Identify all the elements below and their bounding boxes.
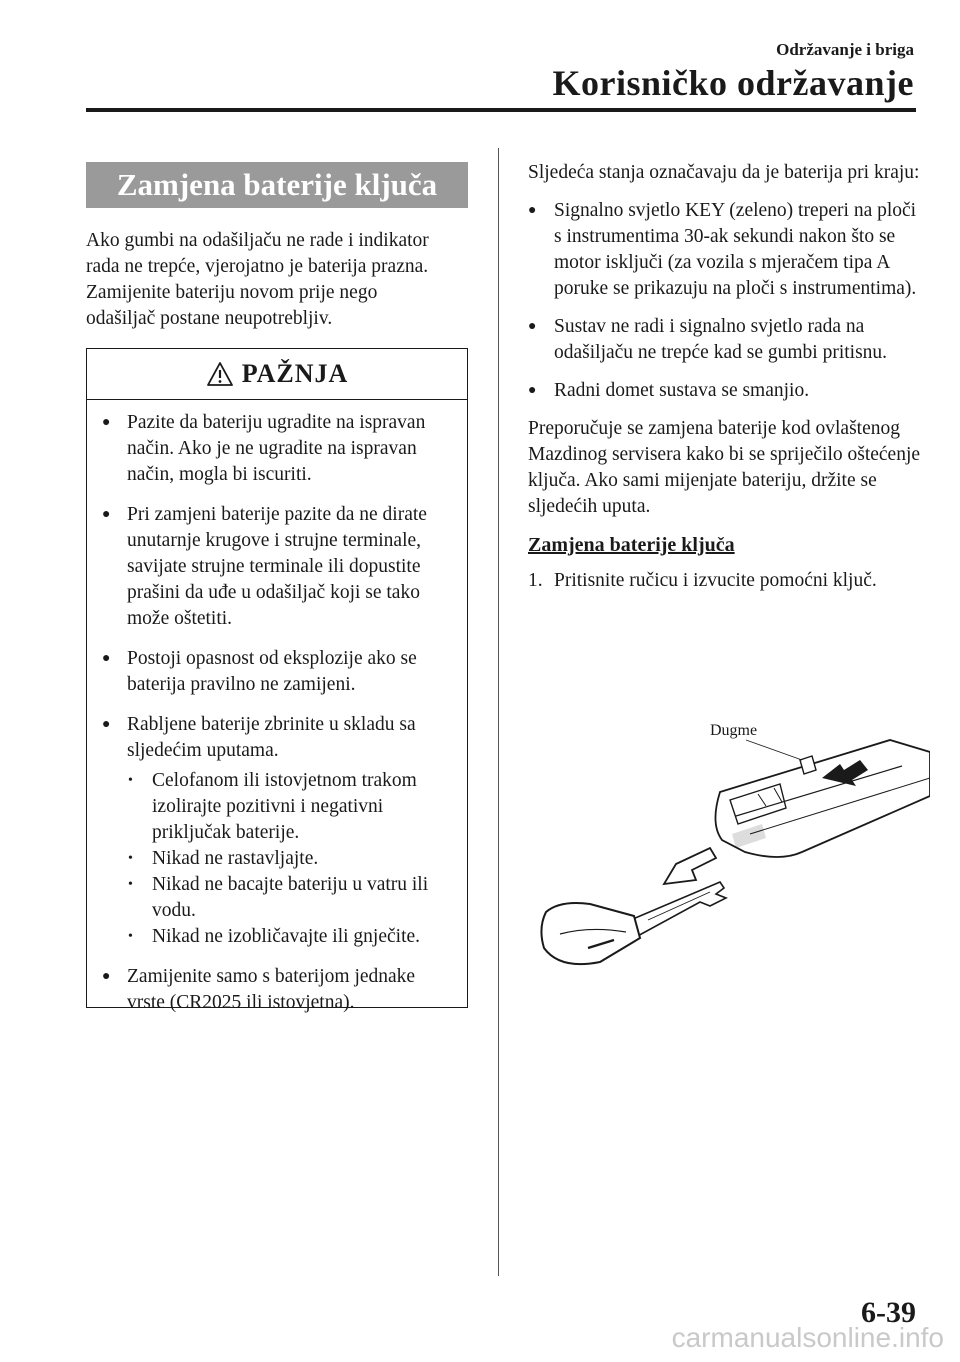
procedure-subheading: Zamjena baterije ključa xyxy=(528,534,735,556)
caution-subitem-text: Nikad ne rastavljajte. xyxy=(152,848,319,869)
caution-subitem xyxy=(128,846,451,872)
bullet-icon: ● xyxy=(102,717,111,732)
small-bullet-icon: • xyxy=(128,929,133,944)
caution-subitem xyxy=(128,768,451,846)
caution-item xyxy=(99,410,451,488)
figure-label-button: Dugme xyxy=(710,722,758,739)
header-rule xyxy=(86,108,916,112)
small-bullet-icon: • xyxy=(128,851,133,866)
caution-item xyxy=(99,502,451,632)
bullet-icon: ● xyxy=(102,651,111,666)
caution-item xyxy=(99,712,451,764)
caution-subitem-text: Celofanom ili istovjetnom trakom izolirajte pozitivni i negativni priključak baterije. xyxy=(152,770,417,843)
condition-item xyxy=(528,378,924,404)
small-bullet-icon: • xyxy=(128,773,133,788)
caution-item xyxy=(99,646,451,698)
caution-item-text: Pazite da bateriju ugradite na ispravan način. Ako je ne ugradite na ispravan način, mogla bi iscuriti. xyxy=(127,412,426,485)
condition-item-text: Radni domet sustava se smanjio. xyxy=(554,380,810,401)
key-removal-illustration xyxy=(530,712,930,982)
caution-item-text: Postoji opasnost od eksplozije ako se baterija pravilno ne zamijeni. xyxy=(127,648,417,695)
condition-item xyxy=(528,198,924,302)
warning-triangle-icon xyxy=(206,361,234,387)
intro-line: Ako gumbi na odašiljaču ne rade i indikator xyxy=(86,230,429,251)
small-bullet-icon: • xyxy=(128,877,133,892)
bullet-icon: ● xyxy=(528,319,537,334)
running-header-section: Održavanje i briga xyxy=(776,40,914,59)
step-item xyxy=(528,568,924,594)
running-header-chapter: Korisničko održavanje xyxy=(552,63,914,103)
section-heading: Zamjena baterije ključa xyxy=(86,162,468,208)
caution-item-text: Zamijenite samo s baterijom jednake vrste (CR2025 ili istovjetna). xyxy=(127,966,416,1013)
page-number: 6-39 xyxy=(861,1296,916,1329)
caution-subitem xyxy=(128,872,451,924)
caution-header xyxy=(87,349,467,400)
caution-body xyxy=(87,400,467,1016)
caution-subitem-text: Nikad ne izobličavajte ili gnječite. xyxy=(152,926,421,947)
intro-line: rada ne trepće, vjerojatno je baterija prazna. xyxy=(86,256,429,277)
bullet-icon: ● xyxy=(528,383,537,398)
caution-item-text: Pri zamjeni baterije pazite da ne dirate unutarnje krugove i strujne terminale, savijate strujne terminale ili dopustite prašini da uđe u odašiljač koji se tako može oštetiti. xyxy=(127,504,427,629)
watermark: carmanualsonline.info xyxy=(671,1322,944,1353)
bullet-icon: ● xyxy=(102,969,111,984)
condition-item-text: Sustav ne radi i signalno svjetlo rada na odašiljaču ne trepće kad se gumbi pritisnu. xyxy=(554,316,888,363)
caution-box xyxy=(86,348,468,1013)
intro-line: Zamijenite bateriju novom prije nego xyxy=(86,282,378,303)
condition-item xyxy=(528,314,924,366)
intro-line: odašiljač postane neupotrebljiv. xyxy=(86,308,333,329)
caution-title: PAŽNJA xyxy=(241,359,349,388)
caution-subitem xyxy=(128,924,451,950)
condition-item-text: Signalno svjetlo KEY (zeleno) treperi na ploči s instrumentima 30-ak sekundi nakon što se motor isključi (za vozila s mjeračem tipa A poruke se prikazuju na ploči s instrumentima). xyxy=(554,200,917,299)
recommendation-paragraph: Preporučuje se zamjena baterije kod ovlaštenog Mazdinog servisera kako bi se spriječilo oštećenje ključa. Ako sami mijenjate bateriju, držite se sljedećih uputa. xyxy=(528,418,921,517)
right-column xyxy=(528,160,924,594)
step-text: Pritisnite ručicu i izvucite pomoćni ključ. xyxy=(554,570,877,591)
column-divider xyxy=(498,148,499,1276)
right-intro: Sljedeća stanja označavaju da je baterija pri kraju: xyxy=(528,162,920,183)
step-number: 1. xyxy=(528,570,543,591)
bullet-icon: ● xyxy=(102,507,111,522)
caution-item xyxy=(99,964,451,1016)
intro-paragraph xyxy=(86,228,476,332)
caution-subitem-text: Nikad ne bacajte bateriju u vatru ili vodu. xyxy=(152,874,429,921)
bullet-icon: ● xyxy=(102,415,111,430)
caution-item-text: Rabljene baterije zbrinite u skladu sa sljedećim uputama. xyxy=(127,714,416,761)
bullet-icon: ● xyxy=(528,203,537,218)
